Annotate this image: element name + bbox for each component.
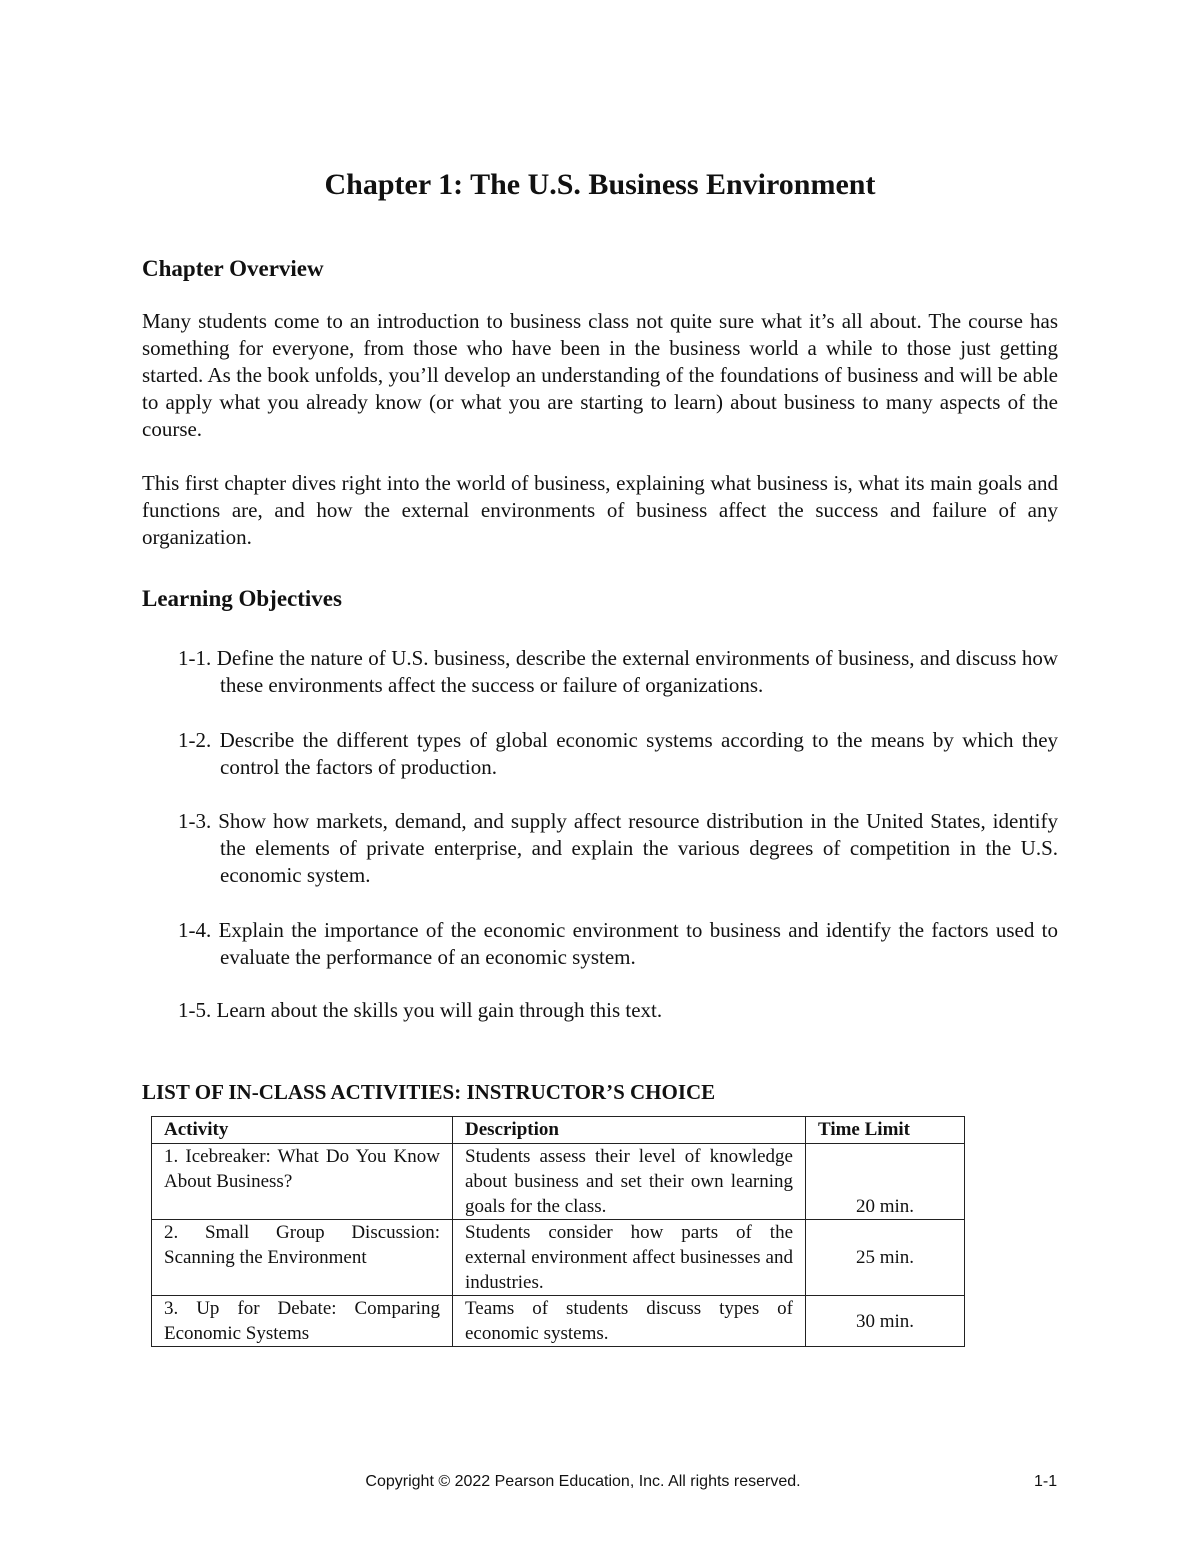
overview-paragraph-1: Many students come to an introduction to business class not quite sure what it’s all about. The course has something for everyone, from those who have been in the business world a while to those just getting started. As the book unfolds, you’ll develop an understanding of the foundations of business and will be able to apply what you already know (or what you are starting to learn) about business to many aspects of the course.: [142, 309, 1058, 441]
table-header-row: [152, 1117, 965, 1144]
objective-number: 1-2.: [178, 728, 212, 752]
table-row: [152, 1296, 965, 1347]
page-number: 1-1: [1034, 1473, 1058, 1490]
objective-number: 1-4.: [178, 918, 212, 942]
description-cell: Students consider how parts of the external environment affect businesses and industries.: [453, 1220, 806, 1296]
description-cell: Students assess their level of knowledge about business and set their own learning goals for the class.: [453, 1144, 806, 1220]
column-header-activity: Activity: [152, 1117, 453, 1144]
overview-paragraph-2: This first chapter dives right into the world of business, explaining what business is, what its main goals and functions are, and how the external environments of business affect the success and failure of any organization.: [142, 471, 1058, 549]
description-cell: Teams of students discuss types of economic systems.: [453, 1296, 806, 1347]
objective-item: [178, 727, 1058, 781]
chapter-title: Chapter 1: The U.S. Business Environment: [324, 168, 876, 201]
activities-heading: LIST OF IN-CLASS ACTIVITIES: INSTRUCTOR’S CHOICE: [142, 1080, 716, 1104]
objective-number: 1-5.: [178, 998, 212, 1022]
time-limit-cell: 25 min.: [806, 1220, 965, 1296]
objective-number: 1-1.: [178, 646, 212, 670]
time-limit-cell: 20 min.: [806, 1144, 965, 1220]
column-header-time-limit: Time Limit: [806, 1117, 965, 1144]
objective-text: Explain the importance of the economic environment to business and identify the factors used to evaluate the performance of an economic system.: [218, 918, 1058, 969]
objective-item: [178, 917, 1058, 971]
objective-number: 1-3.: [178, 809, 212, 833]
objective-text: Learn about the skills you will gain through this text.: [216, 998, 663, 1022]
activity-cell: 3. Up for Debate: Comparing Economic Systems: [152, 1296, 453, 1347]
objective-text: Describe the different types of global economic systems according to the means by which they control the factors of production.: [219, 728, 1059, 779]
column-header-description: Description: [453, 1117, 806, 1144]
objective-item: [178, 808, 1058, 889]
activity-cell: 2. Small Group Discussion: Scanning the Environment: [152, 1220, 453, 1296]
table-row: [152, 1220, 965, 1296]
activities-table: [151, 1116, 965, 1347]
objectives-heading: Learning Objectives: [142, 586, 342, 611]
objective-item: [178, 645, 1058, 699]
activity-cell: 1. Icebreaker: What Do You Know About Business?: [152, 1144, 453, 1220]
copyright-notice: Copyright © 2022 Pearson Education, Inc. All rights reserved.: [365, 1473, 801, 1490]
table-row: [152, 1144, 965, 1220]
objective-item: [178, 997, 1058, 1024]
objective-text: Define the nature of U.S. business, describe the external environments of business, and discuss how these environments affect the success or failure of organizations.: [216, 646, 1059, 697]
objective-text: Show how markets, demand, and supply affect resource distribution in the United States, identify the elements of private enterprise, and explain the various degrees of competition in the U.S. economic system.: [218, 809, 1059, 887]
time-limit-cell: 30 min.: [806, 1296, 965, 1347]
overview-heading: Chapter Overview: [142, 256, 324, 281]
